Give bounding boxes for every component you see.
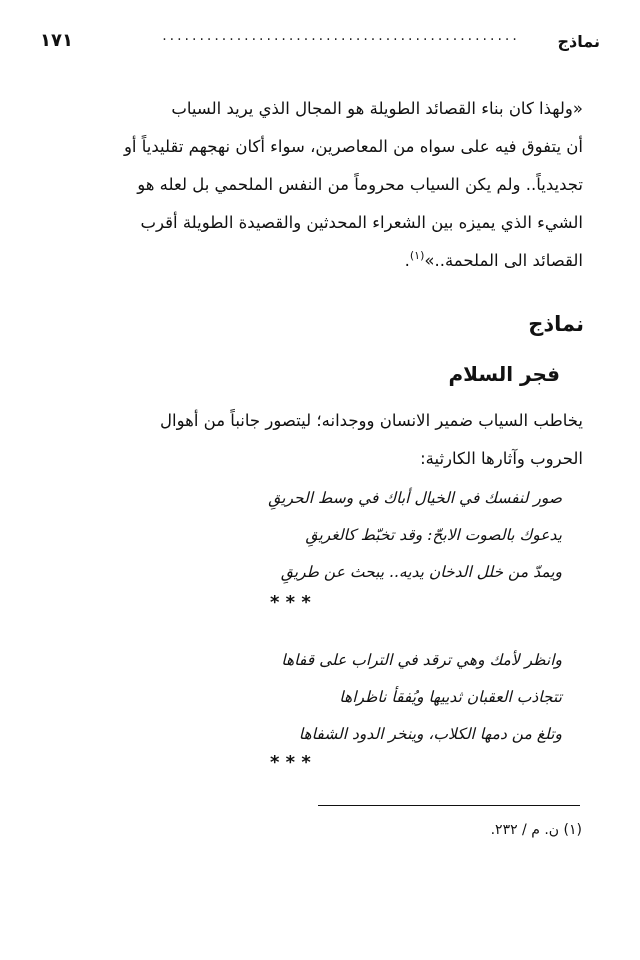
header-leader-dots: ................................................	[162, 28, 520, 44]
footnote: (١) ن. م / ٢٣٢.	[490, 822, 582, 838]
footnote-reference: (١)	[409, 249, 425, 262]
intro-paragraph	[58, 90, 583, 280]
section-heading: نماذج	[528, 312, 584, 336]
header-title: نماذج	[557, 32, 600, 51]
intro-last-line	[58, 242, 583, 280]
verse-line: ويمدّ من خلل الدخان يديه.. يبحث عن طريقِ	[280, 563, 562, 581]
intro-line: الشيء الذي يميزه بين الشعراء المحدثين والقصيدة الطويلة أقرب	[140, 213, 583, 232]
poem-stanza-1	[82, 480, 562, 591]
intro-line: تجديدياً.. ولم يكن السياب محروماً من النفس الملحمي بل لعله هو	[137, 175, 583, 194]
verse-line: يدعوك بالصوت الابحّ: وقد تخبّط كالغريقِ	[305, 526, 562, 544]
poem-intro-line: يخاطب السياب ضمير الانسان ووجدانه؛ ليتصور جانباً من أهوال	[160, 411, 583, 430]
verse-line: وتلغ من دمها الكلاب، وينخر الدود الشفاها	[298, 725, 562, 743]
stanza-separator: * * *	[270, 752, 311, 773]
intro-end-mark: .	[404, 251, 410, 270]
poem-intro-paragraph	[58, 402, 583, 478]
verse-line: تتجاذب العقبان ثدييها ويُفقأ ناظراها	[339, 688, 562, 706]
intro-line: أن يتفوق فيه على سواه من المعاصرين، سواء أكان نهجهم تقليدياً أو	[123, 137, 583, 156]
poem-title: فجر السلام	[448, 362, 560, 386]
footnote-divider	[318, 805, 580, 806]
poem-intro-line: الحروب وآثارها الكارثية:	[420, 449, 583, 468]
running-header	[40, 30, 600, 60]
verse-line: وانظر لأمك وهي ترقد في التراب على قفاها	[281, 651, 562, 669]
intro-line: «ولهذا كان بناء القصائد الطويلة هو المجال الذي يريد السياب	[171, 99, 583, 118]
page-number: ١٧١	[40, 30, 73, 51]
verse-line: صور لنفسك في الخيال أباك في وسط الحريقِ	[268, 489, 562, 507]
stanza-separator: * * *	[270, 592, 311, 613]
poem-stanza-2	[82, 642, 562, 753]
intro-line-text: القصائد الى الملحمة..»	[424, 251, 583, 270]
